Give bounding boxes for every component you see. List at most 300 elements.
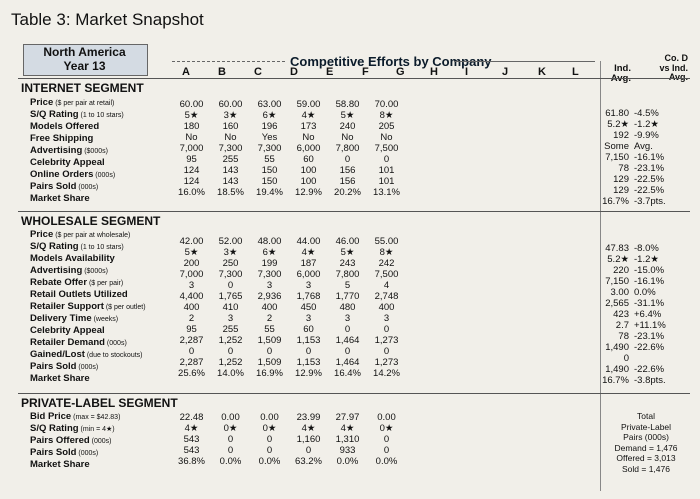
table-cell: 2,287 [179, 335, 204, 346]
row-label-main: Pairs Sold [30, 181, 77, 192]
row-label [30, 423, 120, 435]
row-label-sub: ($ per outlet) [103, 304, 146, 311]
column-header: K [538, 66, 546, 78]
table-cell: 0.0% [219, 456, 242, 467]
table-row [172, 456, 406, 467]
table-row [172, 335, 406, 346]
ind-avg-value: 192 [613, 130, 629, 141]
vs-header-line: Co. D [664, 53, 688, 63]
table-cell: 156 [339, 165, 356, 176]
table-cell: 205 [378, 121, 395, 132]
ind-avg-value: Some [604, 141, 629, 152]
table-cell: 16.0% [178, 187, 205, 198]
table-cell: 180 [183, 121, 200, 132]
ind-avg-value: 1,490 [605, 342, 629, 353]
row-label-main: Rebate Offer [30, 277, 88, 288]
table-row [172, 143, 406, 154]
ind-avg-value: 2,565 [605, 298, 629, 309]
row-label [30, 289, 146, 301]
table-cell: 0 [383, 346, 390, 357]
table-cell: 20.2% [334, 187, 361, 198]
wholesale-segment-title: WHOLESALE SEGMENT [21, 214, 161, 228]
table-cell: 4★ [340, 423, 355, 434]
ind-avg-value: 2.7 [615, 320, 629, 331]
row-label [30, 97, 124, 109]
table-cell: 12.9% [295, 368, 322, 379]
column-header: B [218, 66, 226, 78]
table-row [172, 258, 406, 269]
table-cell: 0.00 [221, 412, 240, 423]
table-cell: 4★ [301, 247, 316, 258]
table-cell: 1,252 [218, 335, 243, 346]
vs-avg-value: -1.2★ [634, 254, 659, 265]
table-cell: 3★ [223, 247, 238, 258]
table-cell: 1,509 [257, 357, 282, 368]
table-row [172, 357, 406, 368]
table-cell: 124 [183, 176, 200, 187]
table-cell: 143 [222, 176, 239, 187]
table-cell: Yes [261, 132, 278, 143]
ind-avg-value: 16.7% [602, 196, 629, 207]
table-cell: 0 [266, 434, 273, 445]
table-cell: 4★ [301, 110, 316, 121]
table-cell: 1,765 [218, 291, 243, 302]
table-row [172, 110, 406, 121]
row-label-main: S/Q Rating [30, 423, 79, 434]
table-cell: 60.00 [218, 99, 243, 110]
table-row [172, 445, 406, 456]
row-label-main: Market Share [30, 193, 90, 204]
table-cell: 18.5% [217, 187, 244, 198]
row-label [30, 145, 124, 157]
table-cell: 36.8% [178, 456, 205, 467]
table-cell: 0.00 [260, 412, 279, 423]
table-cell: 143 [222, 165, 239, 176]
table-cell: 48.00 [257, 236, 282, 247]
internet-segment-title: INTERNET SEGMENT [21, 81, 144, 95]
table-cell: 933 [339, 445, 356, 456]
vs-avg-value: 0.0% [634, 287, 656, 298]
row-label-sub: (1 to 10 stars) [78, 244, 124, 251]
column-header: H [430, 66, 438, 78]
table-cell: 0 [227, 434, 234, 445]
private-segment-title: PRIVATE-LABEL SEGMENT [21, 396, 178, 410]
table-row [172, 247, 406, 258]
table-cell: 1,273 [374, 357, 399, 368]
column-header: C [254, 66, 262, 78]
private-total-line: Total [637, 411, 655, 421]
row-label-main: Pairs Sold [30, 361, 77, 372]
row-label [30, 181, 124, 193]
table-cell: 3 [188, 280, 195, 291]
table-cell: 2,748 [374, 291, 399, 302]
table-cell: 55.00 [374, 236, 399, 247]
table-row [172, 434, 406, 445]
row-label [30, 193, 124, 205]
table-cell: 1,768 [296, 291, 321, 302]
table-cell: No [224, 132, 237, 143]
vs-avg-value: -16.1% [634, 152, 665, 163]
row-label-main: Advertising [30, 265, 83, 276]
table-row [172, 302, 406, 313]
table-cell: 156 [339, 176, 356, 187]
table-cell: 13.1% [373, 187, 400, 198]
table-cell: No [341, 132, 354, 143]
table-cell: 0 [383, 445, 390, 456]
row-label-main: Pairs Offered [30, 435, 90, 446]
table-cell: 1,252 [218, 357, 243, 368]
table-row [172, 423, 406, 434]
row-label [30, 459, 120, 471]
vs-avg-value: -4.5% [634, 108, 659, 119]
ind-avg-value: 7,150 [605, 276, 629, 287]
table-cell: 16.4% [334, 368, 361, 379]
table-cell: 100 [300, 176, 317, 187]
table-cell: 55 [264, 154, 275, 165]
table-cell: 63.2% [295, 456, 322, 467]
row-label-sub: ($000s) [82, 148, 108, 155]
table-cell: 95 [186, 154, 197, 165]
row-label-sub: (000s) [89, 438, 112, 445]
table-cell: 0 [266, 445, 273, 456]
row-label [30, 337, 146, 349]
column-header: G [396, 66, 405, 78]
table-cell: 173 [300, 121, 317, 132]
table-cell: 7,800 [335, 143, 360, 154]
ind-avg-value: 1,490 [605, 364, 629, 375]
table-cell: 0.0% [375, 456, 398, 467]
row-label-sub: ($ per pair at wholesale) [53, 232, 131, 239]
table-cell: 4 [383, 280, 390, 291]
table-cell: 187 [300, 258, 317, 269]
row-label-sub: (min = 4★) [78, 426, 115, 433]
table-cell: 1,153 [296, 335, 321, 346]
row-label-sub: (000s) [104, 340, 127, 347]
table-cell: 255 [222, 154, 239, 165]
row-label-main: Retailer Support [30, 301, 104, 312]
table-cell: 5★ [184, 110, 199, 121]
table-cell: 5★ [340, 247, 355, 258]
table-cell: 101 [378, 165, 395, 176]
table-row [172, 236, 406, 247]
vs-avg-value: -22.6% [634, 364, 665, 375]
table-cell: 160 [222, 121, 239, 132]
vs-avg-value: -31.1% [634, 298, 665, 309]
internet-vs-avg [634, 108, 686, 207]
row-label [30, 277, 146, 289]
table-cell: 0★ [262, 423, 277, 434]
table-cell: 5★ [184, 247, 199, 258]
competitive-efforts-title: Competitive Efforts by Company [290, 54, 492, 69]
vs-avg-value: +11.1% [634, 320, 666, 331]
table-cell: 242 [378, 258, 395, 269]
row-label [30, 373, 146, 385]
row-label [30, 157, 124, 169]
vs-header-line: vs Ind. [659, 62, 688, 73]
table-cell: 0.0% [336, 456, 359, 467]
ind-avg-header-line: Ind. [614, 63, 631, 74]
wholesale-vs-avg [634, 243, 686, 386]
row-label [30, 411, 120, 423]
row-label-main: S/Q Rating [30, 109, 79, 120]
table-cell: 3 [383, 313, 390, 324]
column-header: F [362, 66, 369, 78]
private-total-box [601, 411, 691, 474]
row-label-sub: (000s) [93, 172, 116, 179]
table-cell: 3 [344, 313, 351, 324]
table-row [172, 280, 406, 291]
table-cell: 3 [305, 313, 312, 324]
table-cell: 7,500 [374, 143, 399, 154]
table-cell: 150 [261, 176, 278, 187]
table-cell: 5 [344, 280, 351, 291]
internet-labels [30, 97, 124, 205]
row-label-main: Models Availability [30, 253, 115, 264]
table-cell: 55 [264, 324, 275, 335]
region-name: North America [43, 45, 126, 59]
table-cell: 0★ [223, 423, 238, 434]
table-cell: 23.99 [296, 412, 321, 423]
vs-avg-value: -3.8pts. [634, 375, 666, 386]
table-cell: 3 [227, 313, 234, 324]
table-cell: 0 [227, 346, 234, 357]
vs-avg-value: -23.1% [634, 163, 665, 174]
table-cell: 7,500 [374, 269, 399, 280]
ind-avg-value: 61.80 [605, 108, 629, 119]
table-cell: 0 [344, 346, 351, 357]
private-total-line: Demand = 1,476 [614, 442, 678, 453]
table-cell: 1,509 [257, 335, 282, 346]
ind-avg-value: 129 [613, 185, 629, 196]
row-label [30, 133, 124, 145]
row-label-main: Retailer Demand [30, 337, 105, 348]
table-cell: 243 [339, 258, 356, 269]
row-label [30, 301, 146, 313]
table-cell: 7,000 [179, 143, 204, 154]
row-label-sub: (000s) [76, 364, 99, 371]
table-cell: 100 [300, 165, 317, 176]
table-cell: 1,310 [335, 434, 360, 445]
table-cell: 44.00 [296, 236, 321, 247]
table-cell: 450 [300, 302, 317, 313]
table-cell: 2,287 [179, 357, 204, 368]
vs-avg-value: -3.7pts. [634, 196, 666, 207]
column-header: J [502, 66, 509, 78]
table-cell: 0.0% [258, 456, 281, 467]
row-label [30, 447, 120, 459]
ind-avg-value: 5.2★ [607, 254, 629, 265]
row-label-main: Price [30, 97, 54, 108]
table-cell: 25.6% [178, 368, 205, 379]
table-row [172, 99, 406, 110]
row-label [30, 435, 120, 447]
vs-avg-value [634, 353, 686, 364]
row-label-main: S/Q Rating [30, 241, 79, 252]
table-cell: 70.00 [374, 99, 399, 110]
vs-avg-value: -22.5% [634, 185, 665, 196]
private-total-line: Private-Label [620, 421, 672, 432]
table-cell: 95 [186, 324, 197, 335]
table-cell: 7,800 [335, 269, 360, 280]
row-label-main: Models Offered [30, 121, 100, 132]
private-table [172, 412, 406, 467]
table-row [172, 132, 406, 143]
table-cell: 8★ [379, 110, 394, 121]
row-label [30, 313, 146, 325]
row-label-sub: (000s) [76, 184, 99, 191]
table-row [172, 291, 406, 302]
row-label-main: Market Share [30, 373, 90, 384]
table-row [172, 269, 406, 280]
table-cell: 150 [261, 165, 278, 176]
ind-avg-value: 78 [618, 163, 629, 174]
table-cell: No [302, 132, 315, 143]
row-label [30, 169, 124, 181]
private-total-line: Offered = 3,013 [616, 453, 676, 463]
table-cell: 7,300 [257, 143, 282, 154]
private-total-line: Pairs (000s) [623, 432, 669, 442]
vs-avg-value: +6.4% [634, 309, 662, 320]
column-header: E [326, 66, 334, 78]
table-cell: 0 [266, 346, 273, 357]
segment-divider [18, 211, 690, 212]
table-cell: 1,770 [335, 291, 360, 302]
year-label: Year 13 [63, 59, 106, 73]
table-cell: 199 [261, 258, 278, 269]
vs-avg-value: -15.0% [634, 265, 665, 276]
row-label [30, 241, 146, 253]
ind-avg-value: 129 [613, 174, 629, 185]
row-label-sub: ($ per pair at retail) [53, 100, 115, 107]
row-label [30, 265, 146, 277]
table-row [172, 187, 406, 198]
ind-avg-header-line: Avg. [610, 73, 631, 84]
table-cell: 0 [227, 445, 234, 456]
row-label-main: Bid Price [30, 411, 72, 422]
table-cell: 6★ [262, 110, 277, 121]
row-label-sub: (000s) [76, 450, 99, 457]
row-label-main: Price [30, 229, 54, 240]
segment-divider [18, 393, 690, 394]
vs-avg-value: -23.1% [634, 331, 665, 342]
table-cell: 0 [227, 280, 234, 291]
table-cell: 1,160 [296, 434, 321, 445]
table-cell: 4★ [301, 423, 316, 434]
table-row [172, 121, 406, 132]
table-cell: 101 [378, 176, 395, 187]
table-row [172, 313, 406, 324]
ind-avg-value: 5.2★ [607, 119, 629, 130]
table-cell: 0 [383, 324, 390, 335]
ind-avg-value: 0 [623, 353, 629, 364]
wholesale-labels [30, 229, 146, 385]
wholesale-table [172, 236, 406, 379]
table-cell: 0.00 [377, 412, 396, 423]
table-cell: 5★ [340, 110, 355, 121]
header-divider-left [172, 61, 285, 62]
table-cell: 3 [305, 280, 312, 291]
table-cell: 1,153 [296, 357, 321, 368]
table-row [172, 154, 406, 165]
table-cell: 8★ [379, 247, 394, 258]
table-cell: 2 [266, 313, 273, 324]
row-label [30, 121, 124, 133]
table-cell: 400 [261, 302, 278, 313]
table-cell: 46.00 [335, 236, 360, 247]
table-cell: 400 [378, 302, 395, 313]
vs-header-line: Avg. [668, 72, 688, 82]
row-label-sub: ($ per pair) [87, 280, 124, 287]
table-cell: 1,464 [335, 357, 360, 368]
table-cell: 250 [222, 258, 239, 269]
table-cell: 0 [188, 346, 195, 357]
row-label-sub: (due to stockouts) [84, 352, 143, 359]
table-cell: 6,000 [296, 269, 321, 280]
table-cell: 480 [339, 302, 356, 313]
table-cell: 0★ [379, 423, 394, 434]
row-label-sub: (max = $42.83) [71, 414, 121, 421]
table-cell: 2,936 [257, 291, 282, 302]
column-header: L [572, 66, 579, 78]
wholesale-ind-avg [586, 243, 629, 386]
table-cell: 0 [344, 154, 351, 165]
table-cell: 6,000 [296, 143, 321, 154]
table-cell: 60 [303, 324, 314, 335]
table-cell: 543 [183, 434, 200, 445]
table-cell: 0 [305, 346, 312, 357]
ind-avg-value: 7,150 [605, 152, 629, 163]
row-label [30, 109, 124, 121]
row-label-sub: (weeks) [91, 316, 119, 323]
column-header: I [465, 66, 469, 78]
table-cell: 14.0% [217, 368, 244, 379]
row-label [30, 325, 146, 337]
table-cell: 0 [305, 445, 312, 456]
table-cell: 58.80 [335, 99, 360, 110]
table-cell: 22.48 [179, 412, 204, 423]
row-label-main: Gained/Lost [30, 349, 85, 360]
table-cell: 400 [183, 302, 200, 313]
table-cell: 60 [303, 154, 314, 165]
table-cell: 2 [188, 313, 195, 324]
row-label-main: Celebrity Appeal [30, 157, 105, 168]
table-cell: 60.00 [179, 99, 204, 110]
vs-avg-value: -8.0% [634, 243, 659, 254]
table-cell: 63.00 [257, 99, 282, 110]
table-row [172, 346, 406, 357]
table-cell: 255 [222, 324, 239, 335]
table-cell: 240 [339, 121, 356, 132]
header-divider-right [454, 61, 595, 62]
table-cell: 4★ [184, 423, 199, 434]
vs-avg-value: -16.1% [634, 276, 665, 287]
table-cell: 3★ [223, 110, 238, 121]
table-cell: 6★ [262, 247, 277, 258]
table-cell: 0 [383, 154, 390, 165]
segment-divider [18, 78, 690, 79]
table-cell: 7,300 [218, 143, 243, 154]
table-cell: 59.00 [296, 99, 321, 110]
table-row [172, 324, 406, 335]
table-row [172, 176, 406, 187]
row-label-main: Advertising [30, 145, 83, 156]
row-label-main: Retail Outlets Utilized [30, 289, 128, 300]
table-cell: 52.00 [218, 236, 243, 247]
vs-avg-value: -1.2★ [634, 119, 659, 130]
vs-avg-value: Avg. [634, 141, 653, 152]
row-label [30, 361, 146, 373]
row-label-main: Delivery Time [30, 313, 92, 324]
